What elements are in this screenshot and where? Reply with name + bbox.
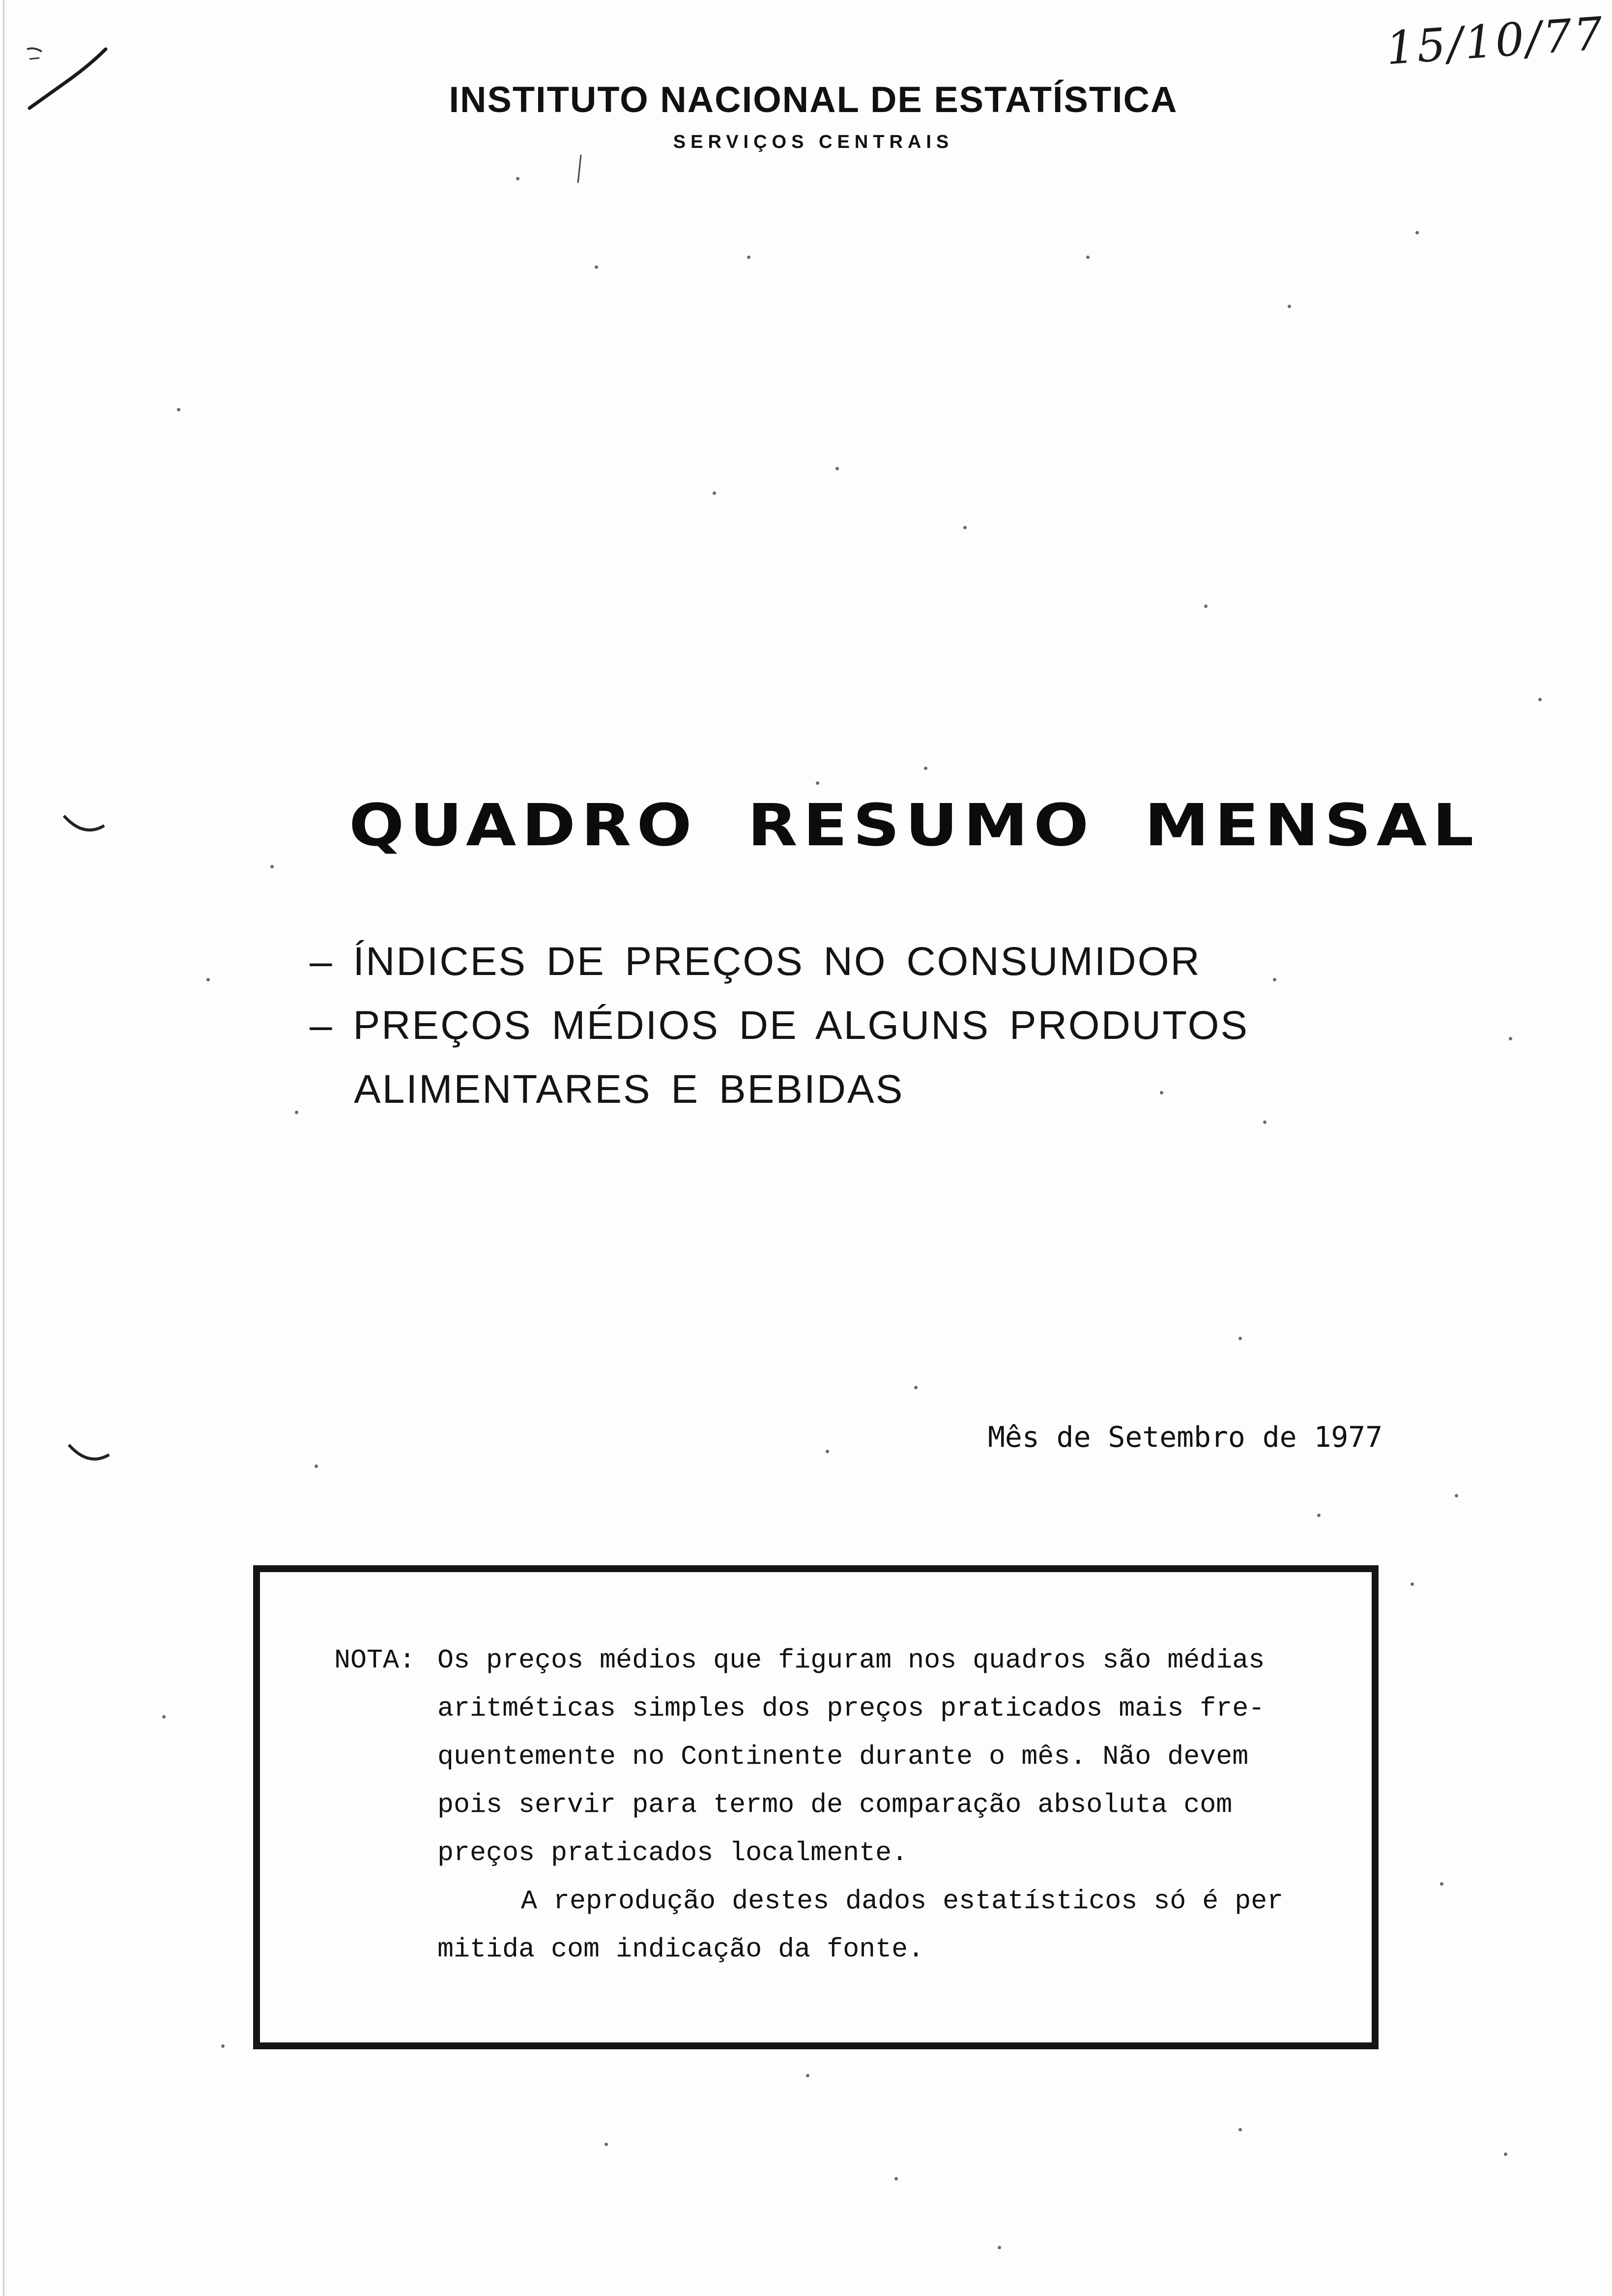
institute-name: INSTITUTO NACIONAL DE ESTATÍSTICA bbox=[449, 79, 1178, 120]
note-line: aritméticas simples dos preços praticados mais fre- bbox=[437, 1693, 1265, 1724]
page-edge-line bbox=[3, 0, 4, 2296]
note-label: NOTA: bbox=[334, 1645, 416, 1676]
month-label: Mês de Setembro de 1977 bbox=[988, 1420, 1383, 1454]
handwritten-date: 15/10/77 bbox=[1384, 7, 1607, 75]
services-name: SERVIÇOS CENTRAIS bbox=[673, 132, 954, 152]
subtitle-average-prices: – PREÇOS MÉDIOS DE ALGUNS PRODUTOS bbox=[310, 1003, 1249, 1048]
subtitle-food-and-drinks: ALIMENTARES E BEBIDAS bbox=[354, 1067, 904, 1112]
note-line: A reprodução destes dados estatísticos só é per bbox=[521, 1886, 1284, 1917]
punch-hole-mark-lower bbox=[64, 1440, 113, 1469]
subtitle-consumer-price-index: – ÍNDICES DE PREÇOS NO CONSUMIDOR bbox=[310, 939, 1201, 984]
note-line: Os preços médios que figuram nos quadros são médias bbox=[437, 1645, 1265, 1676]
note-line: mitida com indicação da fonte. bbox=[437, 1934, 924, 1965]
note-line: quentemente no Continente durante o mês. Não devem bbox=[437, 1741, 1249, 1772]
stray-pen-stroke bbox=[570, 152, 590, 187]
note-line: pois servir para termo de comparação absoluta com bbox=[437, 1789, 1233, 1820]
document-title: QUADRO RESUMO MENSAL bbox=[349, 791, 1479, 859]
note-line: preços praticados localmente. bbox=[437, 1837, 908, 1868]
punch-hole-mark-upper bbox=[59, 811, 108, 840]
